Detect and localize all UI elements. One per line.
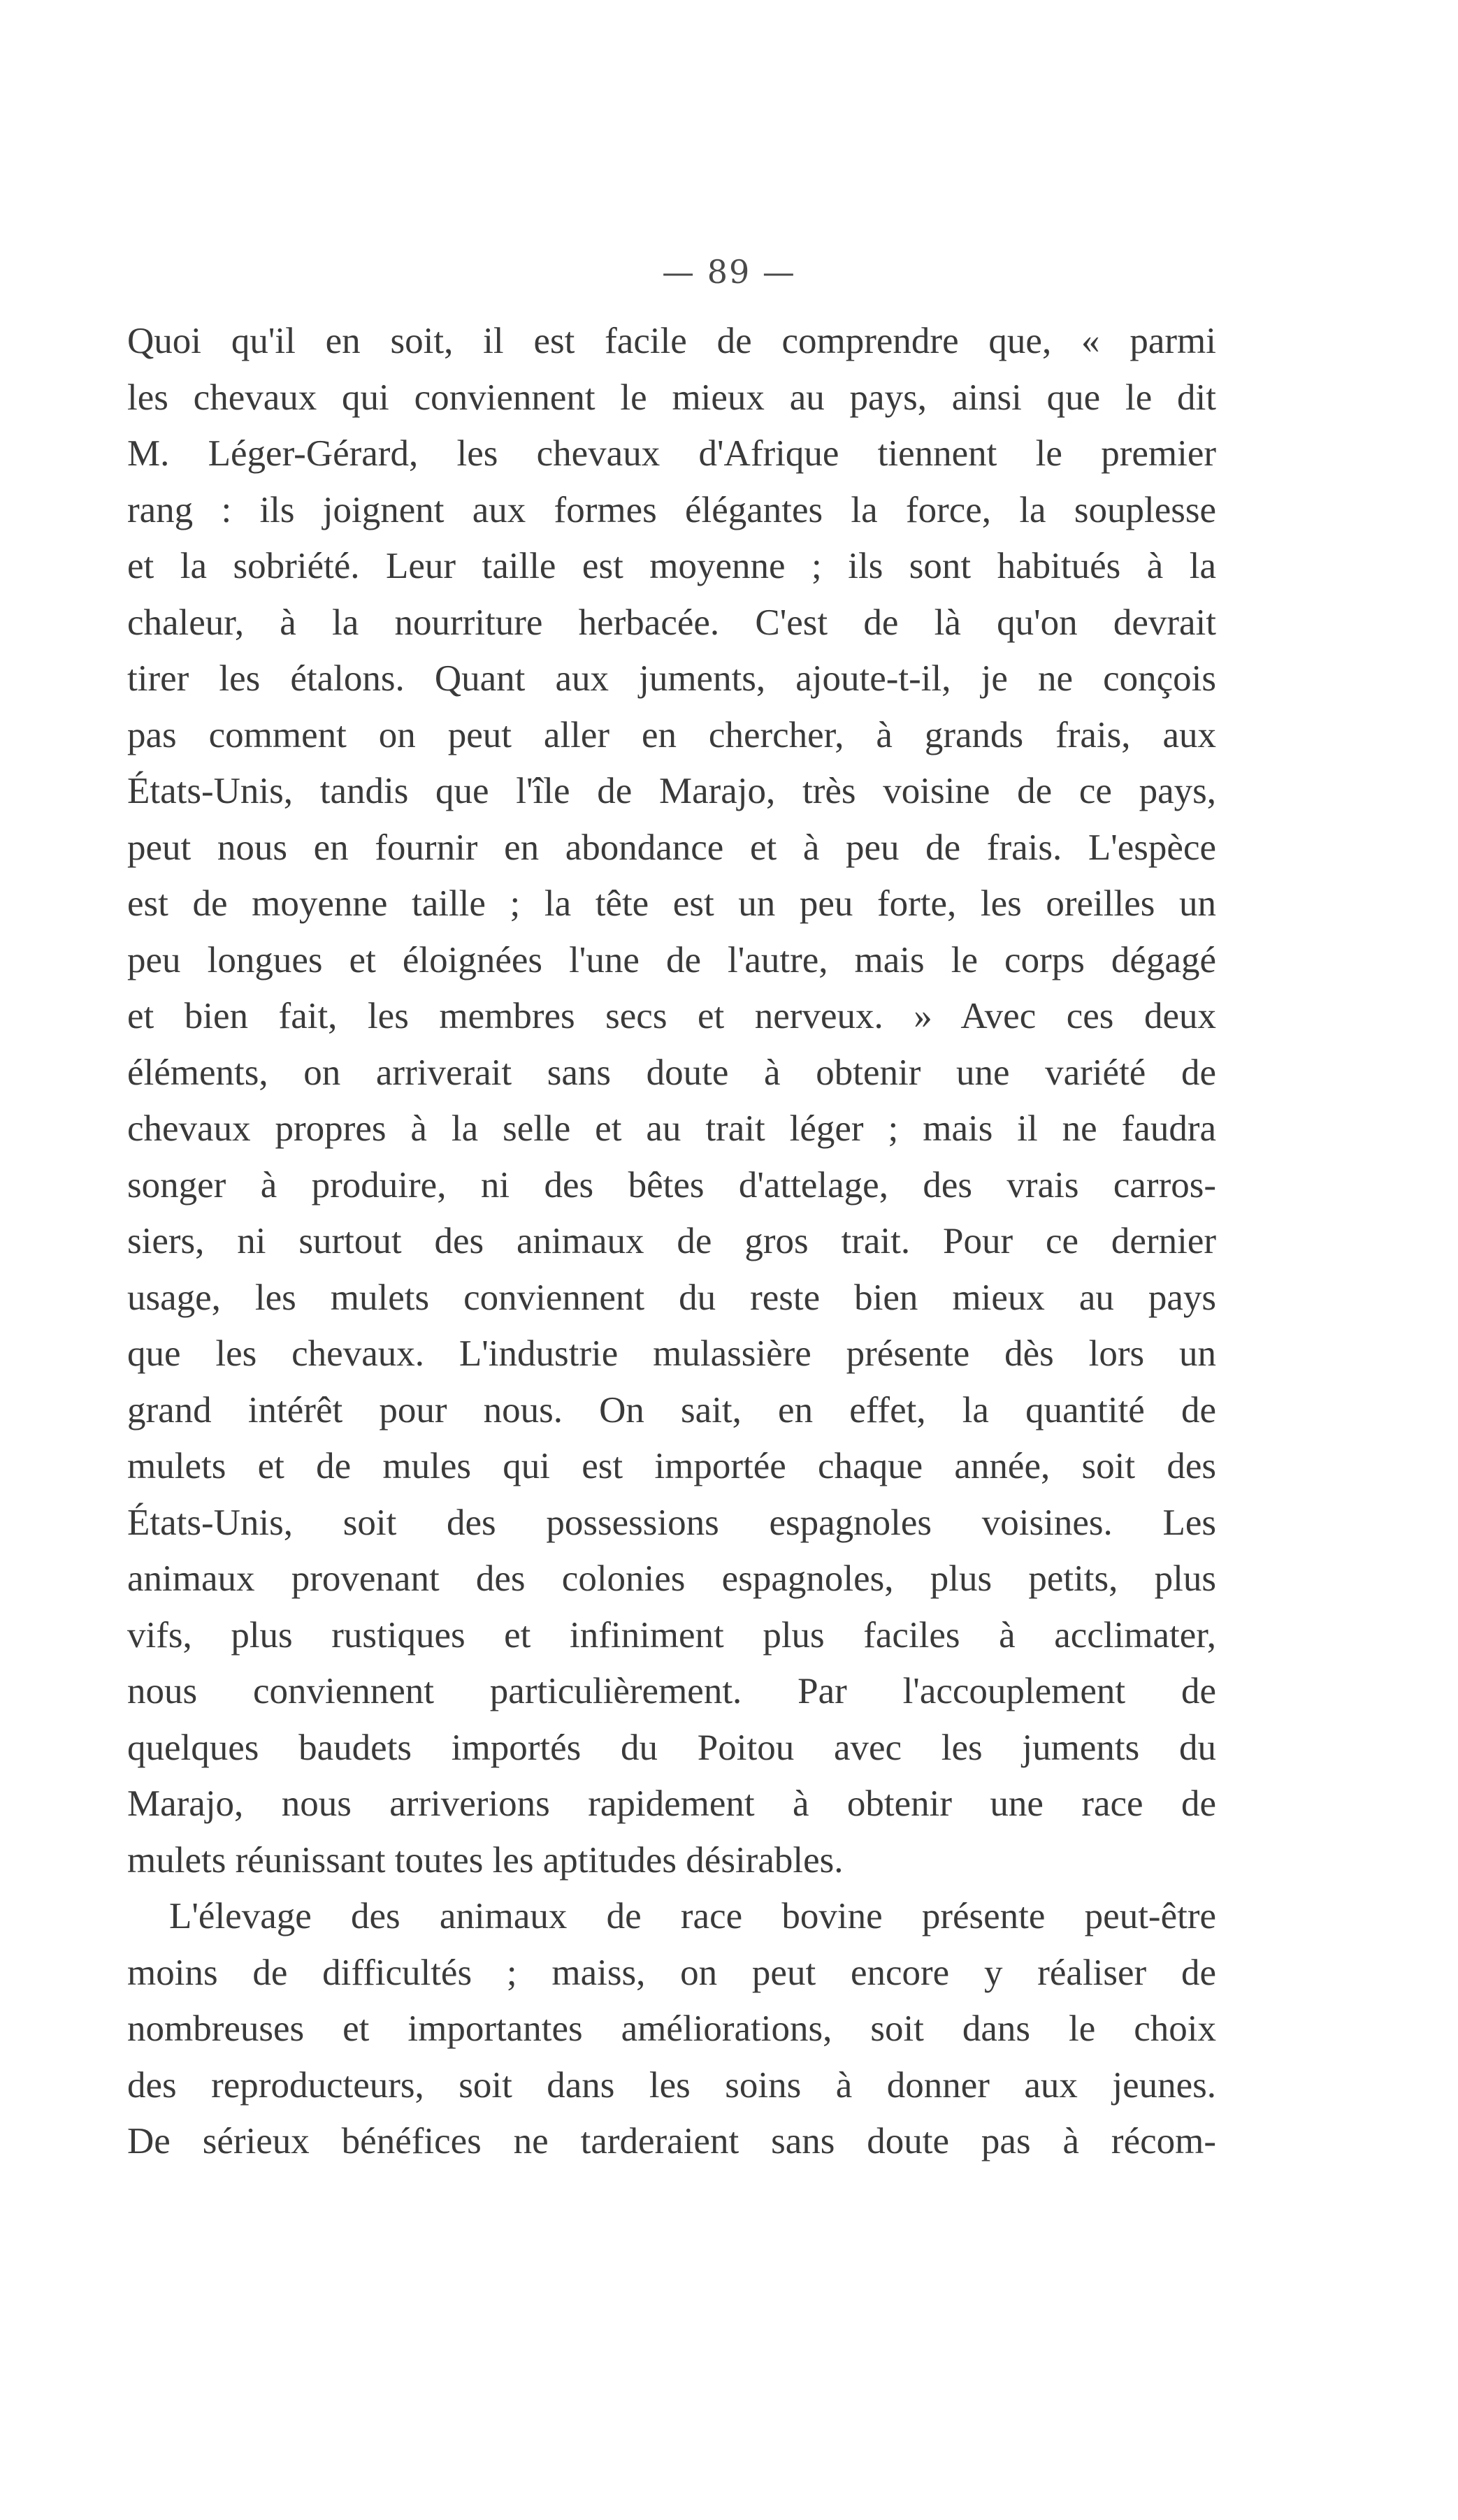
text-line: nous conviennent particulièrement. Par l'accouplement de <box>127 1671 1216 1711</box>
text-line: États-Unis, soit des possessions espagnoles voisines. Les <box>127 1502 1216 1543</box>
text-line: grand intérêt pour nous. On sait, en effet, la quantité de <box>127 1389 1216 1431</box>
text-line: chaleur, à la nourriture herbacée. C'est de là qu'on devrait <box>127 602 1216 643</box>
text-line: animaux provenant des colonies espagnoles, plus petits, plus <box>127 1558 1216 1599</box>
text-line: pas comment on peut aller en chercher, à grands frais, aux <box>127 714 1216 755</box>
text-line: vifs, plus rustiques et infiniment plus faciles à acclimater, <box>127 1614 1216 1656</box>
text-line: De sérieux bénéfices ne tarderaient sans doute pas à récom- <box>127 2121 1216 2161</box>
text-line: songer à produire, ni des bêtes d'attelage, des vrais carros- <box>127 1164 1216 1205</box>
text-line: et bien fait, les membres secs et nerveux. » Avec ces deux <box>127 996 1216 1036</box>
text-line: moins de difficultés ; maiss, on peut encore y réaliser de <box>127 1952 1216 1993</box>
text-line: mulets et de mules qui est importée chaque année, soit des <box>127 1446 1216 1486</box>
paragraph-1 <box>127 313 1216 1888</box>
text-line: Marajo, nous arriverions rapidement à obtenir une race de <box>127 1783 1216 1824</box>
text-line: peut nous en fournir en abondance et à peu de frais. L'espèce <box>127 827 1216 868</box>
text-line: que les chevaux. L'industrie mulassière présente dès lors un <box>127 1333 1216 1374</box>
text-line: Quoi qu'il en soit, il est facile de comprendre que, « parmi <box>127 321 1216 361</box>
text-line: des reproducteurs, soit dans les soins à donner aux jeunes. <box>127 2064 1216 2106</box>
text-line: est de moyenne taille ; la tête est un peu forte, les oreilles un <box>127 883 1216 924</box>
text-line: rang : ils joignent aux formes élégantes la force, la souplesse <box>127 489 1216 530</box>
text-line: siers, ni surtout des animaux de gros trait. Pour ce dernier <box>127 1221 1216 1261</box>
text-line: mulets réunissant toutes les aptitudes désirables. <box>127 1839 844 1881</box>
text-line: éléments, on arriverait sans doute à obtenir une variété de <box>127 1052 1216 1093</box>
text-line: nombreuses et importantes améliorations, soit dans le choix <box>127 2008 1216 2049</box>
text-line: L'élevage des animaux de race bovine présente peut-être <box>169 1896 1216 1936</box>
text-line: chevaux propres à la selle et au trait léger ; mais il ne faudra <box>127 1108 1216 1149</box>
text-line: États-Unis, tandis que l'île de Marajo, très voisine de ce pays, <box>127 771 1216 811</box>
paragraph-2 <box>127 1888 1216 2170</box>
body-text <box>127 313 1216 2170</box>
text-line: usage, les mulets conviennent du reste bien mieux au pays <box>127 1277 1216 1318</box>
text-line: M. Léger-Gérard, les chevaux d'Afrique tiennent le premier <box>127 433 1216 474</box>
text-line: les chevaux qui conviennent le mieux au pays, ainsi que le dit <box>127 377 1216 418</box>
text-line: quelques baudets importés du Poitou avec les juments du <box>127 1727 1216 1768</box>
text-line: et la sobriété. Leur taille est moyenne ; ils sont habitués à la <box>127 546 1216 586</box>
text-line: peu longues et éloignées l'une de l'autre, mais le corps dégagé <box>127 939 1216 980</box>
page-number: — 89 — <box>662 253 796 291</box>
text-line: tirer les étalons. Quant aux juments, ajoute-t-il, je ne conçois <box>127 658 1216 699</box>
